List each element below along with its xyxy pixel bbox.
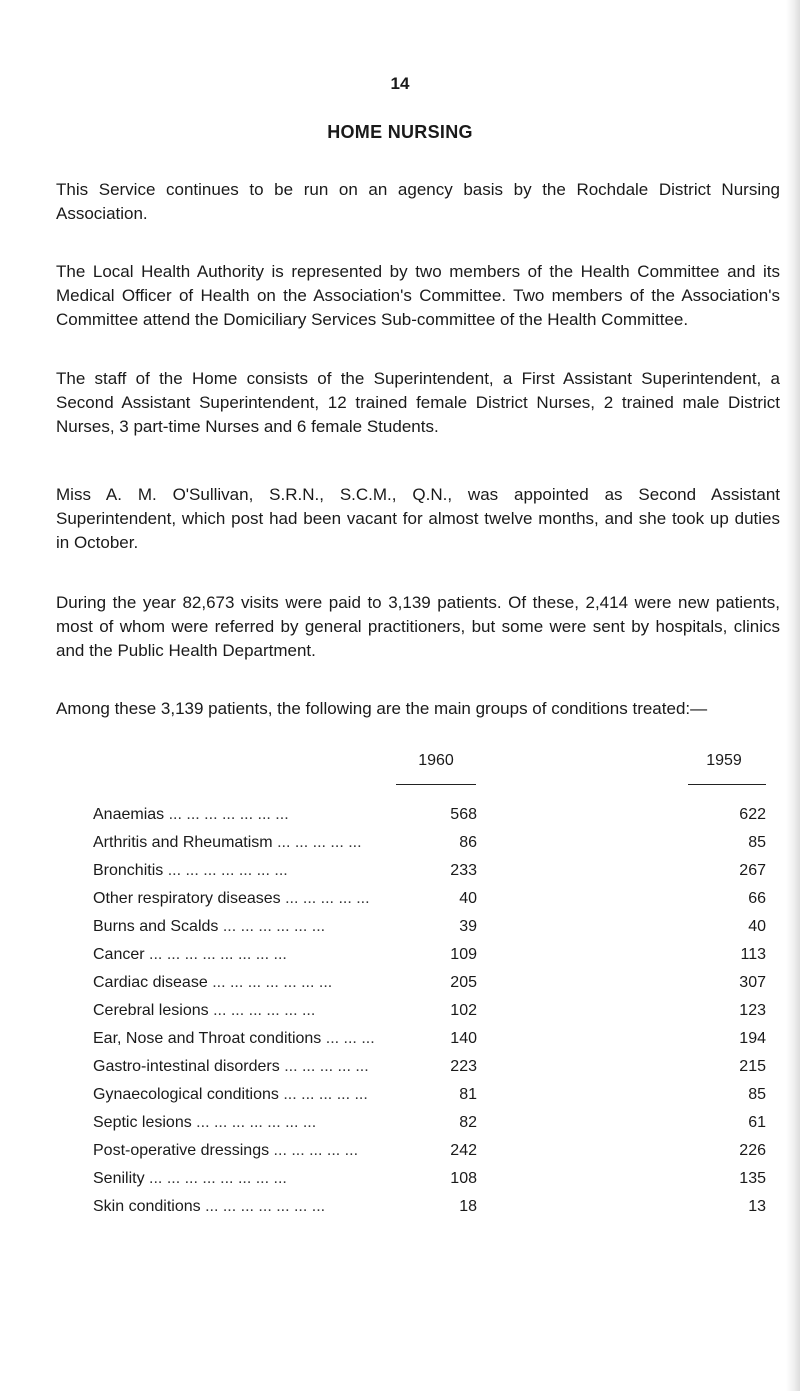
condition-label: Bronchitis ... ... ... ... ... ... ... — [93, 862, 288, 879]
table-row — [0, 1114, 800, 1138]
value-1960: 242 — [450, 1142, 477, 1159]
value-1960: 568 — [450, 806, 477, 823]
value-1959: 66 — [748, 890, 766, 907]
value-1960: 140 — [450, 1030, 477, 1047]
table-row — [0, 946, 800, 970]
table-row — [0, 1030, 800, 1054]
value-1959: 61 — [748, 1114, 766, 1131]
paragraph-staff: The staff of the Home consists of the Superintendent, a First Assistant Superintendent, a Second Assistant Superintendent, 12 trained female District Nurses, 2 trained male District Nurses, 3 part-time Nurses and 6 female Students. — [56, 369, 780, 436]
page-title: HOME NURSING — [327, 122, 473, 142]
condition-label: Senility ... ... ... ... ... ... ... ... — [93, 1170, 287, 1187]
condition-label: Ear, Nose and Throat conditions ... ... ... — [93, 1030, 375, 1047]
value-1959: 40 — [748, 918, 766, 935]
paragraph-conditions-intro: Among these 3,139 patients, the following are the main groups of conditions treated:— — [56, 699, 708, 718]
value-1960: 205 — [450, 974, 477, 991]
table-row — [0, 974, 800, 998]
value-1960: 233 — [450, 862, 477, 879]
value-1960: 81 — [459, 1086, 477, 1103]
condition-label: Post-operative dressings ... ... ... ... ... — [93, 1142, 359, 1159]
condition-label: Other respiratory diseases ... ... ... ... ... — [93, 890, 370, 907]
page-number: 14 — [390, 74, 410, 93]
table-row — [0, 862, 800, 886]
condition-label: Arthritis and Rheumatism ... ... ... ... ... — [93, 834, 362, 851]
column-rule-1960 — [396, 784, 476, 785]
value-1959: 113 — [740, 946, 766, 963]
table-row — [0, 1086, 800, 1110]
value-1960: 39 — [459, 918, 477, 935]
value-1959: 307 — [739, 974, 766, 991]
column-header-1959: 1959 — [706, 752, 742, 769]
condition-label: Septic lesions ... ... ... ... ... ... ... — [93, 1114, 317, 1131]
column-rule-1959 — [688, 784, 766, 785]
value-1960: 102 — [450, 1002, 477, 1019]
value-1959: 622 — [739, 806, 766, 823]
table-row — [0, 890, 800, 914]
condition-label: Cardiac disease ... ... ... ... ... ... ... — [93, 974, 333, 991]
condition-label: Cancer ... ... ... ... ... ... ... ... — [93, 946, 287, 963]
value-1960: 82 — [459, 1114, 477, 1131]
condition-label: Anaemias ... ... ... ... ... ... ... — [93, 806, 289, 823]
value-1960: 40 — [459, 890, 477, 907]
value-1960: 108 — [450, 1170, 477, 1187]
table-row — [0, 1142, 800, 1166]
value-1959: 123 — [739, 1002, 766, 1019]
paragraph-visits: During the year 82,673 visits were paid to 3,139 patients. Of these, 2,414 were new patients, most of whom were referred by general practitioners, but some were sent by hospitals, clinics and the Public Health Department. — [56, 593, 780, 660]
value-1959: 267 — [739, 862, 766, 879]
value-1960: 223 — [450, 1058, 477, 1075]
paragraph-appointment: Miss A. M. O'Sullivan, S.R.N., S.C.M., Q.N., was appointed as Second Assistant Superintendent, which post had been vacant for almost twelve months, and she took up duties in October. — [56, 485, 780, 552]
column-header-1960: 1960 — [418, 752, 454, 769]
condition-label: Gastro-intestinal disorders ... ... ... ... ... — [93, 1058, 369, 1075]
value-1959: 13 — [748, 1198, 766, 1215]
value-1959: 215 — [739, 1058, 766, 1075]
value-1959: 85 — [748, 1086, 766, 1103]
paragraph-representation: The Local Health Authority is represented by two members of the Health Committee and its Medical Officer of Health on the Association's Committee. Two members of the Association's Committee attend the Domiciliary Services Sub-committee of the Health Committee. — [56, 262, 780, 329]
table-row — [0, 1198, 800, 1222]
value-1959: 85 — [748, 834, 766, 851]
value-1959: 226 — [739, 1142, 766, 1159]
value-1960: 86 — [459, 834, 477, 851]
value-1960: 18 — [459, 1198, 477, 1215]
table-row — [0, 1002, 800, 1026]
condition-label: Skin conditions ... ... ... ... ... ... ... — [93, 1198, 326, 1215]
table-row — [0, 1170, 800, 1194]
table-row — [0, 806, 800, 830]
value-1959: 135 — [739, 1170, 766, 1187]
condition-label: Gynaecological conditions ... ... ... ... ... — [93, 1086, 368, 1103]
value-1959: 194 — [739, 1030, 766, 1047]
condition-label: Cerebral lesions ... ... ... ... ... ... — [93, 1002, 316, 1019]
value-1960: 109 — [450, 946, 477, 963]
table-row — [0, 834, 800, 858]
table-row — [0, 918, 800, 942]
paragraph-agency: This Service continues to be run on an agency basis by the Rochdale District Nursing Association. — [56, 180, 780, 223]
table-row — [0, 1058, 800, 1082]
condition-label: Burns and Scalds ... ... ... ... ... ... — [93, 918, 326, 935]
